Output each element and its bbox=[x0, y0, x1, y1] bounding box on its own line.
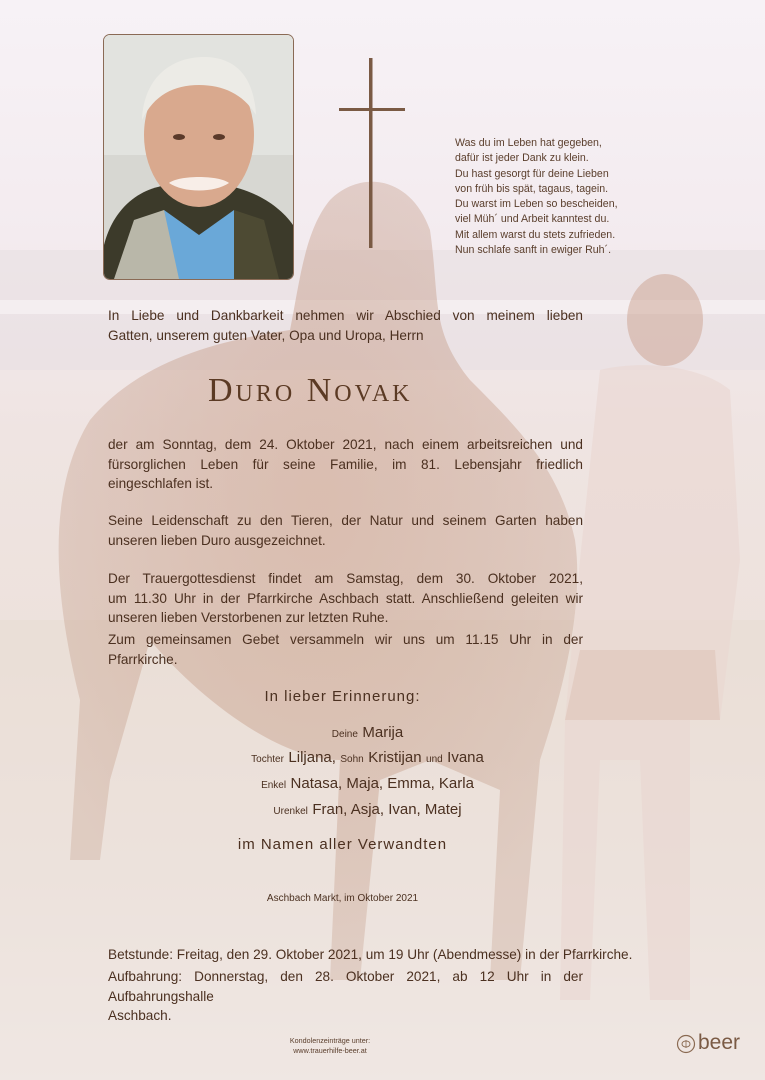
poem-line: viel Müh´ und Arbeit kanntest du. bbox=[455, 213, 610, 226]
mourner-names: Kristijan bbox=[368, 749, 422, 766]
service-line: Der Trauergottesdienst findet am Samstag, dem 30. Oktober 2021, bbox=[108, 571, 583, 586]
prayer-line: Zum gemeinsamen Gebet versammeln wir uns um 11.15 Uhr in der bbox=[108, 632, 583, 647]
poem bbox=[455, 136, 645, 258]
mourner-children bbox=[0, 749, 750, 767]
mourner-names: Fran, Asja, Ivan, Matej bbox=[312, 801, 462, 818]
passion-text bbox=[108, 511, 583, 550]
logo-text: beer bbox=[698, 1031, 741, 1054]
mourner-names: Ivana bbox=[447, 749, 484, 766]
intro-line: Gatten, unserem guten Vater, Opa und Uropa, Herrn bbox=[108, 327, 424, 343]
death-notice-line: fürsorglichen Leben für seine Familie, im 81. Lebensjahr friedlich bbox=[108, 456, 583, 472]
mourner-names: Liljana, bbox=[288, 749, 336, 766]
deceased-name: Duro Novak bbox=[208, 372, 413, 409]
condolence-label: Kondolenzeinträge unter: bbox=[289, 1036, 371, 1045]
beer-logo bbox=[676, 1031, 746, 1057]
memory-heading: In lieber Erinnerung: bbox=[264, 688, 421, 705]
mourner-role: Deine bbox=[331, 729, 358, 740]
mourner-role: Sohn bbox=[340, 754, 364, 765]
intro-text bbox=[108, 306, 583, 345]
mourner-names: Natasa, Maja, Emma, Karla bbox=[290, 775, 474, 792]
poem-line: Nun schlafe sanft in ewiger Ruh´. bbox=[455, 244, 612, 257]
service-line: um 11.30 Uhr in der Pfarrkirche Aschbach statt. Anschließend geleiten wir bbox=[108, 590, 583, 606]
mourner-grandchildren bbox=[0, 775, 750, 793]
poem-line: Was du im Leben hat gegeben, bbox=[455, 137, 602, 149]
relatives-line: im Namen aller Verwandten bbox=[237, 836, 448, 853]
poem-line: dafür ist jeder Dank zu klein. bbox=[455, 152, 589, 165]
aufbahrung-line: Aufbahrung: Donnerstag, den 28. Oktober 2021, ab 12 Uhr in der Aufbahrungshalle bbox=[108, 969, 583, 1004]
intro-line: In Liebe und Dankbarkeit nehmen wir Abschied von meinem lieben bbox=[108, 308, 583, 323]
place-date: Aschbach Markt, im Oktober 2021 bbox=[266, 893, 419, 904]
mourner-great-grandchildren bbox=[0, 801, 750, 819]
death-notice-line: der am Sonntag, dem 24. Oktober 2021, nach einem arbeitsreichen und bbox=[108, 437, 583, 452]
service-line: unseren lieben Verstorbenen zur letzten Ruhe. bbox=[108, 610, 389, 625]
mourner-role: Urenkel bbox=[273, 806, 308, 817]
death-notice-line: eingeschlafen ist. bbox=[108, 476, 214, 491]
passion-line: Seine Leidenschaft zu den Tieren, der Natur und seinem Garten haben bbox=[108, 513, 583, 528]
mourner-names: Marija bbox=[362, 724, 404, 741]
mourner-conjunction: und bbox=[426, 754, 443, 765]
passion-line: unseren lieben Duro ausgezeichnet. bbox=[108, 532, 326, 548]
rose-icon bbox=[676, 1034, 696, 1054]
prayer-line: Pfarrkirche. bbox=[108, 651, 178, 667]
death-notice bbox=[108, 435, 583, 494]
condolence-info bbox=[250, 1036, 410, 1056]
poem-line: Mit allem warst du stets zufrieden. bbox=[455, 228, 616, 241]
betstunde: Betstunde: Freitag, den 29. Oktober 2021, um 19 Uhr (Abendmesse) in der Pfarrkirche. bbox=[108, 947, 633, 962]
aufbahrung-line: Aschbach. bbox=[108, 1008, 172, 1023]
cross-icon bbox=[339, 58, 405, 248]
poem-line: von früh bis spät, tagaus, tagein. bbox=[455, 182, 609, 195]
condolence-url[interactable]: www.trauerhilfe-beer.at bbox=[293, 1046, 367, 1055]
portrait-photo bbox=[103, 34, 294, 280]
prayer-text bbox=[108, 630, 583, 669]
poem-line: Du hast gesorgt für deine Lieben bbox=[455, 167, 609, 180]
portrait-image bbox=[104, 35, 293, 279]
service-text bbox=[108, 569, 583, 628]
aufbahrung bbox=[108, 967, 583, 1026]
mourner-role: Tochter bbox=[251, 754, 284, 765]
mourner-wife bbox=[0, 724, 750, 742]
mourner-role: Enkel bbox=[261, 780, 287, 791]
poem-line: Du warst im Leben so bescheiden, bbox=[455, 198, 618, 211]
